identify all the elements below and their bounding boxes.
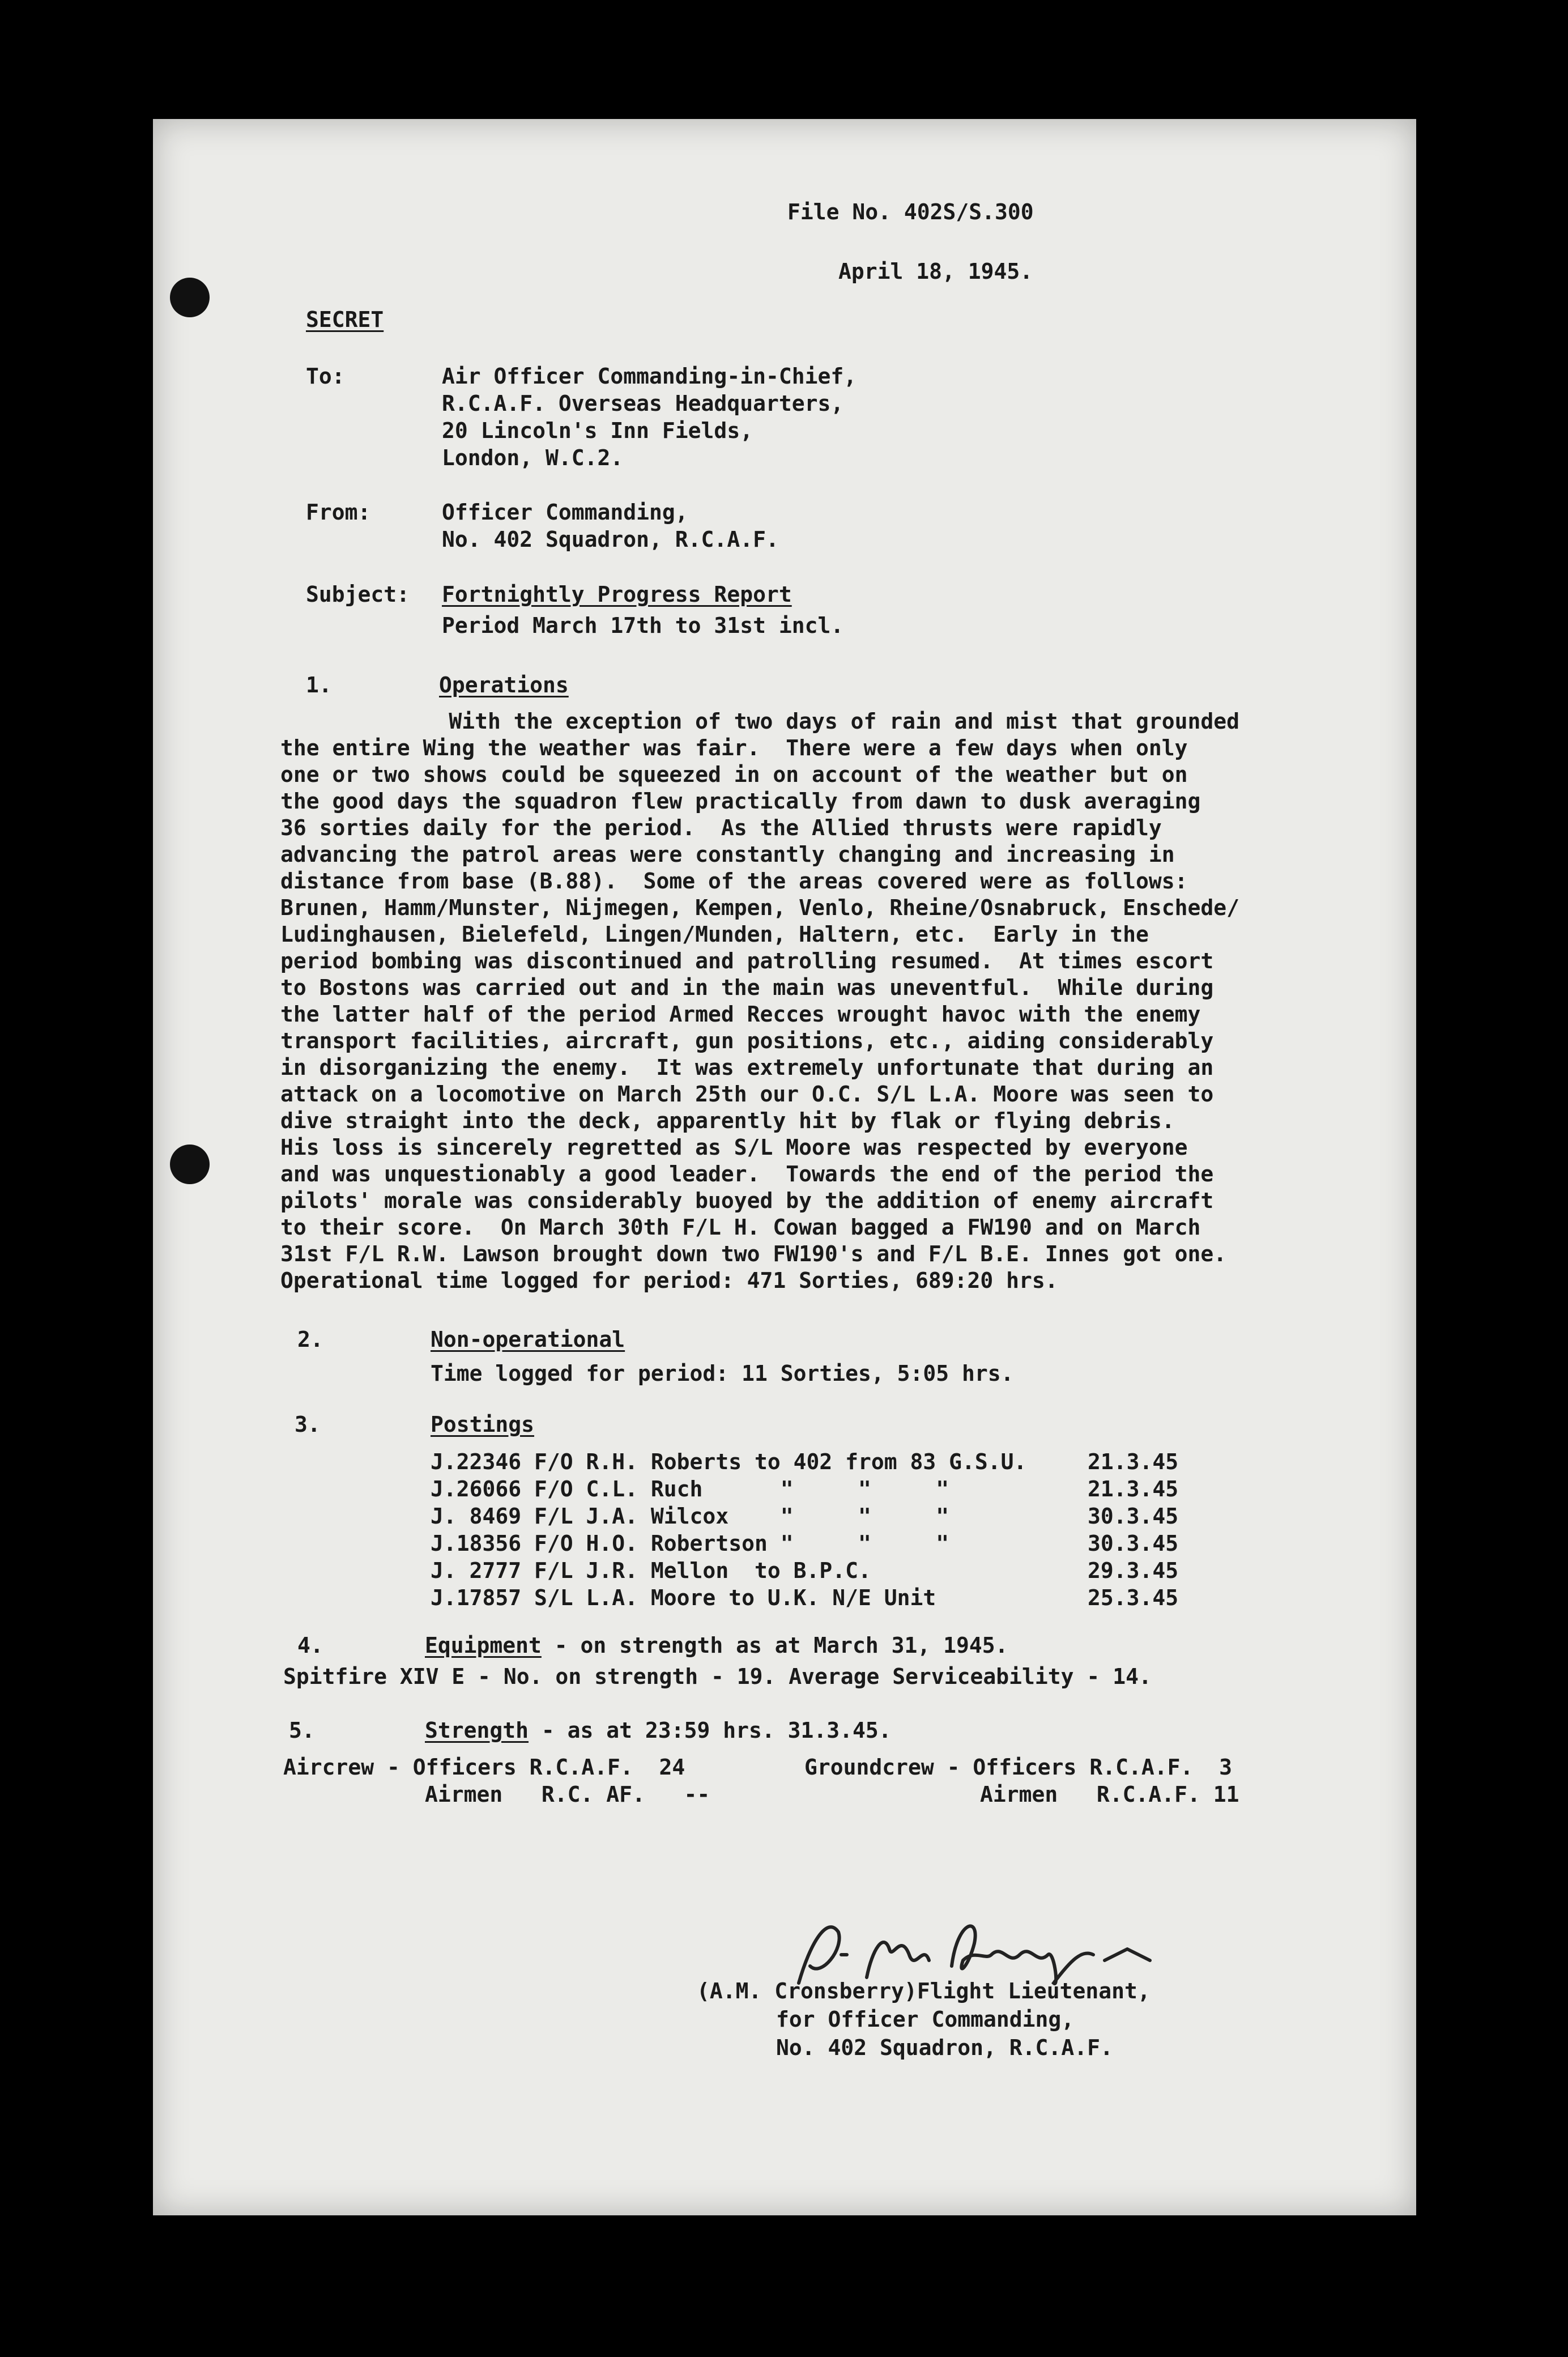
to-line-3: 20 Lincoln's Inn Fields, [442,418,753,443]
signatory-name: (A.M. Cronsberry)Flight Lieutenant, [697,1979,1151,2003]
section-4-heading-line [425,1632,1008,1659]
signatory-unit: No. 402 Squadron, R.C.A.F. [776,2035,1113,2060]
classification-stamp: SECRET [306,307,384,332]
section-5-number: 5. [289,1718,315,1743]
posting-row-entry: J.26066 F/O C.L. Ruch " " " [431,1477,949,1501]
section-2-text: Time logged for period: 11 Sorties, 5:05 hrs. [431,1361,1014,1386]
to-label: To: [306,364,345,389]
punch-hole-top [170,278,210,317]
posting-row-date: 21.3.45 [1088,1449,1179,1474]
from-line-2: No. 402 Squadron, R.C.A.F. [442,527,779,552]
posting-row-date: 30.3.45 [1088,1531,1179,1556]
posting-row-date: 25.3.45 [1088,1585,1179,1610]
section-1-heading: Operations [439,673,569,697]
from-line-1: Officer Commanding, [442,500,688,525]
to-line-2: R.C.A.F. Overseas Headquarters, [442,391,844,416]
operations-paragraph: With the exception of two days of rain and mist that grounded the entire Wing the weather was fair. There were a few days when only one or two shows could be squeezed in on account of the weather but on the good days the squadron flew practically from dawn to dusk averaging 36 sorties daily for the period. As the Allied thrusts were rapidly advancing the patrol areas were constantly changing and increasing in distance from base (B.88). Some of the areas covered were as follows: Brunen, Hamm/Munster, Nijmegen, Kempen, Venlo, Rheine/Osnabruck, Enschede/ Ludinghausen, Bielefeld, Lingen/Munden, Haltern, etc. Early in the period bombing was discontinued and patrolling resumed. At times escort to Bostons was carried out and in the main was uneventful. While during the latter half of the period Armed Recces wrought havoc with the enemy transport facilities, aircraft, gun positions, etc., aiding considerably in disorganizing the enemy. It was extremely unfortunate that during an attack on a locomotive on March 25th our O.C. S/L L.A. Moore was seen to dive straight into the deck, apparently hit by flak or flying debris. His loss is sincerely regretted as S/L Moore was respected by everyone and was unquestionably a good leader. Towards the end of the period the pilots' morale was considerably buoyed by the addition of enemy aircraft to their score. On March 30th F/L H. Cowan bagged a FW190 and on March 31st F/L R.W. Lawson brought down two FW190's and F/L B.E. Innes got one. Operational time logged for period: 471 Sorties, 689:20 hrs. [280,709,1239,1293]
posting-row-date: 29.3.45 [1088,1558,1179,1583]
section-5-heading-rest: - as at 23:59 hrs. 31.3.45. [529,1718,892,1743]
subject-label: Subject: [306,582,410,607]
to-line-1: Air Officer Commanding-in-Chief, [442,364,857,389]
posting-row-entry: J. 2777 F/L J.R. Mellon to B.P.C. [431,1558,871,1583]
posting-row-entry: J.22346 F/O R.H. Roberts to 402 from 83 G.S.U. [431,1449,1027,1474]
section-5-heading: Strength [425,1718,529,1743]
posting-row-date: 30.3.45 [1088,1504,1179,1529]
from-label: From: [306,500,371,525]
section-5-heading-line [425,1717,892,1744]
section-4-heading: Equipment [425,1633,542,1658]
section-3-heading: Postings [431,1412,535,1437]
subject-title: Fortnightly Progress Report [442,582,792,607]
section-2-number: 2. [297,1327,323,1352]
groundcrew-airmen: Airmen R.C.A.F. 11 [980,1782,1239,1807]
posting-row-date: 21.3.45 [1088,1477,1179,1501]
groundcrew-officers: Groundcrew - Officers R.C.A.F. 3 [804,1755,1232,1780]
section-2-heading: Non-operational [431,1327,625,1352]
aircrew-officers: Aircrew - Officers R.C.A.F. 24 [283,1755,685,1780]
file-number: File No. 402S/S.300 [787,199,1034,224]
section-4-heading-rest: - on strength as at March 31, 1945. [541,1633,1008,1658]
document-date: April 18, 1945. [838,259,1033,284]
section-1-number: 1. [306,673,332,697]
punch-hole-bottom [170,1145,210,1184]
section-4-text: Spitfire XIV E - No. on strength - 19. Average Serviceability - 14. [283,1664,1152,1689]
signatory-role: for Officer Commanding, [776,2007,1075,2032]
posting-row-entry: J.17857 S/L L.A. Moore to U.K. N/E Unit [431,1585,936,1610]
section-4-number: 4. [297,1633,323,1658]
to-line-4: London, W.C.2. [442,445,624,470]
subject-period: Period March 17th to 31st incl. [442,613,844,638]
posting-row-entry: J.18356 F/O H.O. Robertson " " " [431,1531,949,1556]
posting-row-entry: J. 8469 F/L J.A. Wilcox " " " [431,1504,949,1529]
aircrew-airmen: Airmen R.C. AF. -- [425,1782,710,1807]
section-3-number: 3. [295,1412,321,1437]
